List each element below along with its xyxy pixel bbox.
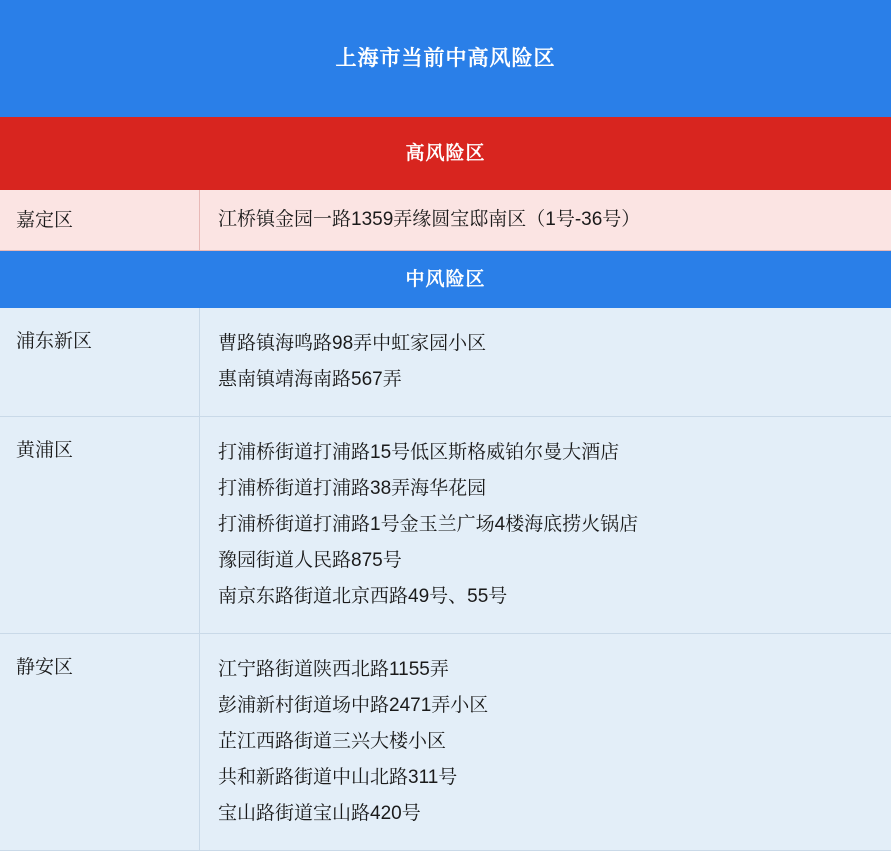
- section-header-high-risk: 高风险区: [0, 117, 891, 190]
- place-item: 彭浦新村街道场中路2471弄小区: [218, 695, 489, 716]
- district-name: 黄浦区: [0, 417, 200, 633]
- table-row: [0, 634, 891, 851]
- district-name: 浦东新区: [0, 308, 200, 416]
- place-list: [200, 634, 891, 850]
- sections-container: [0, 117, 891, 851]
- place-item: 江宁路街道陕西北路1155弄: [218, 659, 449, 680]
- place-item: 惠南镇靖海南路567弄: [218, 369, 402, 390]
- table-row: [0, 308, 891, 417]
- table-row: [0, 417, 891, 634]
- place-item: 打浦桥街道打浦路1号金玉兰广场4楼海底捞火锅店: [218, 514, 639, 535]
- page-title: 上海市当前中高风险区: [0, 0, 891, 117]
- place-item: 曹路镇海鸣路98弄中虹家园小区: [218, 333, 487, 354]
- section-header-mid-risk: 中风险区: [0, 251, 891, 308]
- place-item: 打浦桥街道打浦路38弄海华花园: [218, 478, 487, 499]
- table-row: [0, 190, 891, 251]
- place-item: 南京东路街道北京西路49号、55号: [218, 586, 508, 607]
- place-item: 共和新路街道中山北路311号: [218, 767, 458, 788]
- place-list: [200, 417, 891, 633]
- place-item: 芷江西路街道三兴大楼小区: [218, 731, 447, 752]
- place-item: 豫园街道人民路875号: [218, 550, 402, 571]
- place-item: 宝山路街道宝山路420号: [218, 803, 421, 824]
- place-list: [200, 190, 891, 250]
- district-name: 嘉定区: [0, 190, 200, 250]
- place-item: 打浦桥街道打浦路15号低区斯格威铂尔曼大酒店: [218, 442, 620, 463]
- place-item: 江桥镇金园一路1359弄缘圆宝邸南区（1号-36号）: [218, 209, 641, 230]
- district-name: 静安区: [0, 634, 200, 850]
- place-list: [200, 308, 891, 416]
